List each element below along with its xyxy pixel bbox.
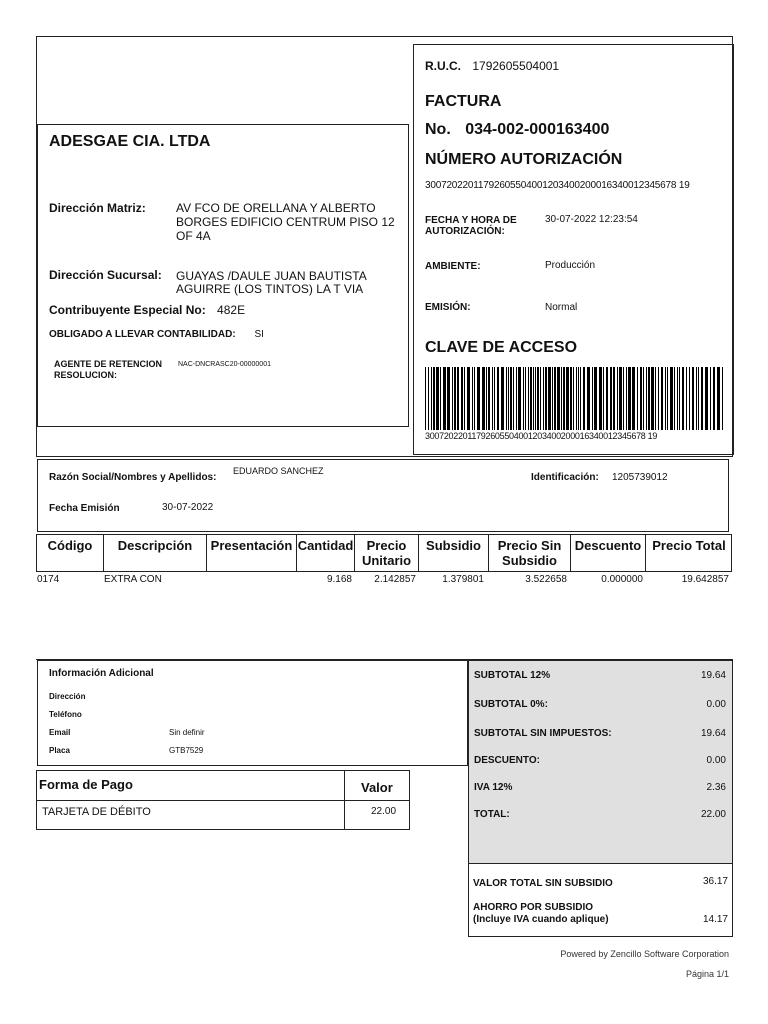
subtotal12-label: SUBTOTAL 12% xyxy=(474,670,551,681)
emission-value: Normal xyxy=(545,302,578,313)
special-taxpayer-row xyxy=(49,303,245,317)
col-discount: Descuento xyxy=(574,538,642,553)
row-total: 19.642857 xyxy=(681,574,729,585)
issue-date-label: Fecha Emisión xyxy=(49,503,120,514)
ruc-value: 1792605504001 xyxy=(472,59,560,73)
accounting-row xyxy=(49,329,264,340)
customer-id: 1205739012 xyxy=(612,472,668,483)
auth-datetime-label-line1: FECHA Y HORA DE xyxy=(425,215,517,226)
total-label: TOTAL: xyxy=(474,809,510,820)
row-price-no-subsidy: 3.522658 xyxy=(525,574,567,585)
customer-name: EDUARDO SANCHEZ xyxy=(233,466,324,476)
savings-value: 14.17 xyxy=(702,914,728,925)
info-email-label: Email xyxy=(49,728,71,737)
subtotal0-label: SUBTOTAL 0%: xyxy=(474,699,548,710)
environment-label: AMBIENTE: xyxy=(425,261,481,272)
col-quantity: Cantidad xyxy=(297,538,354,553)
access-key-label: CLAVE DE ACCESO xyxy=(425,339,578,356)
withholding-label-line2: RESOLUCION: xyxy=(54,370,117,380)
no-subsidy-label: VALOR TOTAL SIN SUBSIDIO xyxy=(473,878,613,889)
main-address-label: Dirección Matriz: xyxy=(49,201,146,215)
row-quantity: 9.168 xyxy=(326,574,352,585)
ruc-label: R.U.C. xyxy=(425,59,461,73)
discount-label: DESCUENTO: xyxy=(474,755,540,766)
subtotal-no-tax-value: 19.64 xyxy=(700,728,726,739)
company-name: ADESGAE CIA. LTDA xyxy=(49,133,211,150)
issue-date: 30-07-2022 xyxy=(162,502,214,513)
savings-label-line2: (Incluye IVA cuando aplique) xyxy=(473,914,609,925)
powered-by: Powered by Zencillo Software Corporation xyxy=(560,949,729,959)
col-unit-price-line1: Precio xyxy=(366,538,407,553)
accounting-label: OBLIGADO A LLEVAR CONTABILIDAD: xyxy=(49,329,236,340)
info-plate: GTB7529 xyxy=(169,746,204,755)
col-price-no-subsidy-line1: Precio Sin xyxy=(497,538,562,553)
doc-type: FACTURA xyxy=(425,93,502,110)
customer-box xyxy=(37,459,729,532)
col-total: Precio Total xyxy=(652,538,726,553)
auth-number: 30072022011792605504001203400200016340012345678 19 xyxy=(425,180,690,191)
savings-label-line1: AHORRO POR SUBSIDIO xyxy=(473,902,594,913)
page-number: Página 1/1 xyxy=(685,969,729,979)
payment-title: Forma de Pago xyxy=(39,777,133,792)
withholding-label xyxy=(54,359,162,381)
ruc-row xyxy=(425,59,559,73)
discount-value: 0.00 xyxy=(706,755,726,766)
invoice-number-label: No. xyxy=(425,121,451,138)
col-unit-price xyxy=(355,538,418,568)
payment-value: 22.00 xyxy=(371,806,397,817)
invoice-number: 034-002-000163400 xyxy=(465,121,610,138)
special-taxpayer-value: 482E xyxy=(217,303,246,317)
col-code: Código xyxy=(47,538,93,553)
withholding-value: NAC-DNCRASC20-00000001 xyxy=(178,361,271,368)
info-email: Sin definir xyxy=(169,728,205,737)
row-description: EXTRA CON xyxy=(104,574,162,585)
access-key-barcode xyxy=(425,367,725,430)
withholding-label-line1: AGENTE DE RETENCION xyxy=(54,359,163,369)
col-subsidy: Subsidio xyxy=(426,538,481,553)
row-discount: 0.000000 xyxy=(601,574,643,585)
auth-datetime: 30-07-2022 12:23:54 xyxy=(545,214,638,225)
row-code: 0174 xyxy=(37,574,60,585)
subtotal0-value: 0.00 xyxy=(706,699,726,710)
savings-label xyxy=(473,902,609,926)
emission-label: EMISIÓN: xyxy=(425,302,471,313)
subtotal-no-tax-label: SUBTOTAL SIN IMPUESTOS: xyxy=(474,728,612,739)
access-key-number: 30072022011792605504001203400200016340012345678 19 xyxy=(425,431,658,441)
col-price-no-subsidy xyxy=(489,538,570,568)
customer-id-label: Identificación: xyxy=(531,472,599,483)
row-unit-price: 2.142857 xyxy=(374,574,416,585)
customer-name-label: Razón Social/Nombres y Apellidos: xyxy=(49,472,217,483)
info-plate-label: Placa xyxy=(49,746,70,755)
main-address: AV FCO DE ORELLANA Y ALBERTO BORGES EDIFICIO CENTRUM PISO 12 OF 4A xyxy=(176,201,395,243)
special-taxpayer-label: Contribuyente Especial No: xyxy=(49,303,206,317)
auth-datetime-label xyxy=(425,215,517,237)
additional-info-title: Información Adicional xyxy=(49,668,154,679)
payment-value-label: Valor xyxy=(361,780,393,795)
branch-address-label: Dirección Sucursal: xyxy=(49,268,162,282)
col-unit-price-line2: Unitario xyxy=(361,553,412,568)
col-price-no-subsidy-line2: Subsidio xyxy=(502,553,557,568)
invoice-number-row xyxy=(425,121,609,139)
iva-label: IVA 12% xyxy=(474,782,513,793)
row-subsidy: 1.379801 xyxy=(442,574,484,585)
auth-label: NÚMERO AUTORIZACIÓN xyxy=(425,151,623,168)
environment-value: Producción xyxy=(545,260,596,271)
auth-datetime-label-line2: AUTORIZACIÓN: xyxy=(425,226,505,237)
total-value: 22.00 xyxy=(700,809,726,820)
col-description: Descripción xyxy=(117,538,193,553)
no-subsidy-value: 36.17 xyxy=(702,876,728,887)
branch-address: GUAYAS /DAULE JUAN BAUTISTA AGUIRRE (LOS TINTOS) LA T VIA xyxy=(176,269,367,296)
accounting-value: SI xyxy=(254,329,264,340)
info-address-label: Dirección xyxy=(49,692,86,701)
info-phone-label: Teléfono xyxy=(49,710,82,719)
iva-value: 2.36 xyxy=(706,782,726,793)
payment-method: TARJETA DE DÉBITO xyxy=(42,806,151,818)
subtotal12-value: 19.64 xyxy=(700,670,726,681)
col-presentation: Presentación xyxy=(210,538,293,553)
